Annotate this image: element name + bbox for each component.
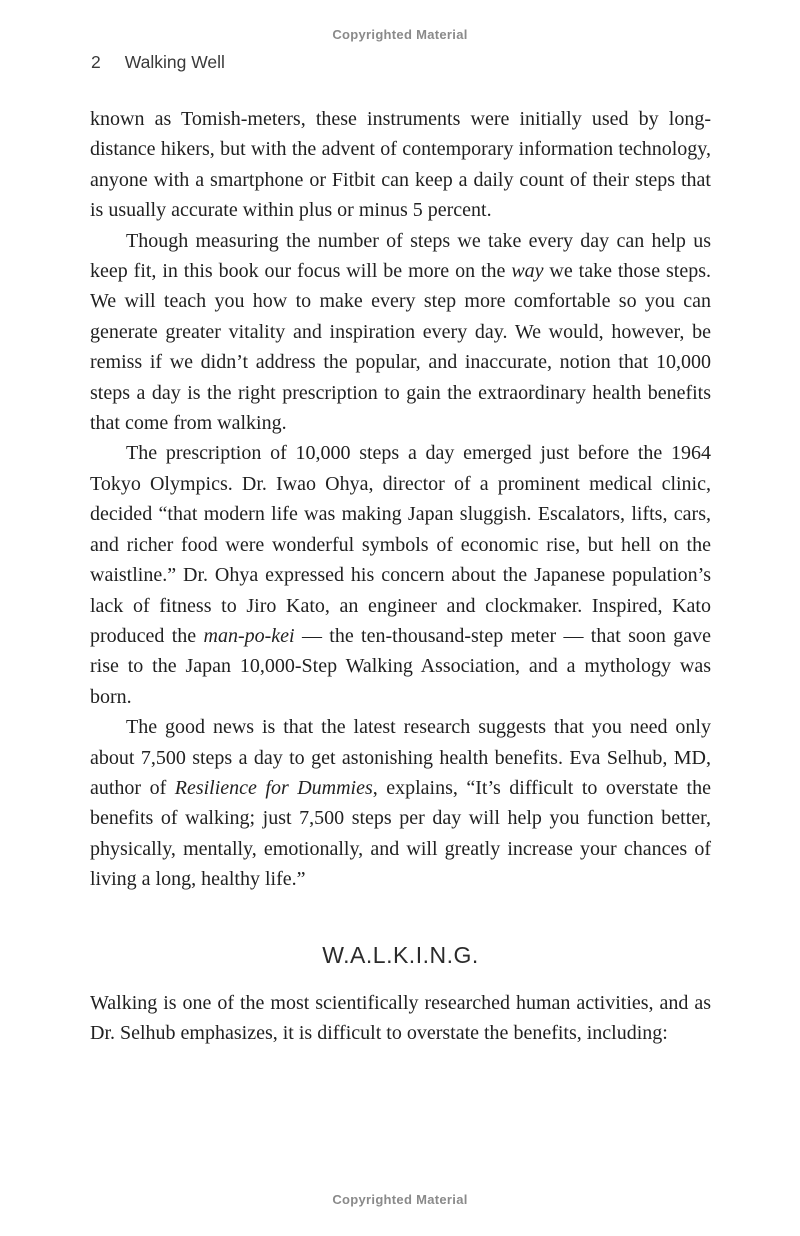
paragraph-text: The prescription of 10,000 steps a day emerged just before the 1964 Tokyo Olympics. Dr. Iwao Ohya, director of a prominent medical clinic, decided “that modern life was making Japan sluggish. Escalators, lifts, cars, and richer food were wonderful symbols of economic rise, but hell on the waistline.” Dr. Ohya expressed his concern about the Japanese population’s lack of fitness to Jiro Kato, an engineer and clockmaker. Inspired, Kato produced the <box>90 442 711 647</box>
paragraph-1 <box>90 104 711 226</box>
paragraph-text: — the ten-thousand-step meter — that soon gave rise to the Japan 10,000-Step Walking Association, and a mythology was born. <box>90 624 711 708</box>
section-heading: W.A.L.K.I.N.G. <box>322 941 479 968</box>
emphasized-text: man-po-kei <box>203 624 295 647</box>
copyright-notice-top: Copyrighted Material <box>332 27 468 42</box>
page-number: 2 <box>91 52 101 72</box>
paragraph-text: we take those steps. We will teach you how to make every step more comfortable so you can generate greater vitality and inspiration every day. We would, however, be remiss if we didn’t address the popular, and inaccurate, notion that 10,000 steps a day is the right prescription to gain the extraordinary health benefits that come from walking. <box>90 260 711 435</box>
paragraph-text: The good news is that the latest research suggests that you need only about 7,500 steps a day to get astonishing health benefits. Eva Selhub, MD, author of <box>90 716 711 799</box>
page-body <box>90 104 711 1048</box>
emphasized-text: way <box>511 260 544 283</box>
paragraph-3 <box>90 438 711 712</box>
paragraph-text: Walking is one of the most scientifically researched human activities, and as Dr. Selhub emphasizes, it is difficult to overstate the benefits, including: <box>90 991 711 1044</box>
paragraph-4 <box>90 712 711 894</box>
copyright-notice-bottom: Copyrighted Material <box>332 1192 468 1207</box>
running-head <box>91 52 225 73</box>
paragraph-text: , explains, “It’s difficult to overstate the benefits of walking; just 7,500 steps per day will help you function better, physically, mentally, emotionally, and will greatly increase your chances of living a long, healthy life.” <box>90 776 711 891</box>
book-title: Walking Well <box>124 52 225 72</box>
closing-paragraph <box>90 988 711 1049</box>
paragraph-2 <box>90 226 711 439</box>
paragraph-text: known as Tomish-meters, these instruments were initially used by long-distance hikers, but with the advent of contemporary information technology, anyone with a smartphone or Fitbit can keep a daily count of their steps that is usually accurate within plus or minus 5 percent. <box>90 108 711 222</box>
emphasized-text: Resilience for Dummies <box>174 776 373 799</box>
paragraph-text: Though measuring the number of steps we take every day can help us keep fit, in this book our focus will be more on the <box>90 229 711 283</box>
